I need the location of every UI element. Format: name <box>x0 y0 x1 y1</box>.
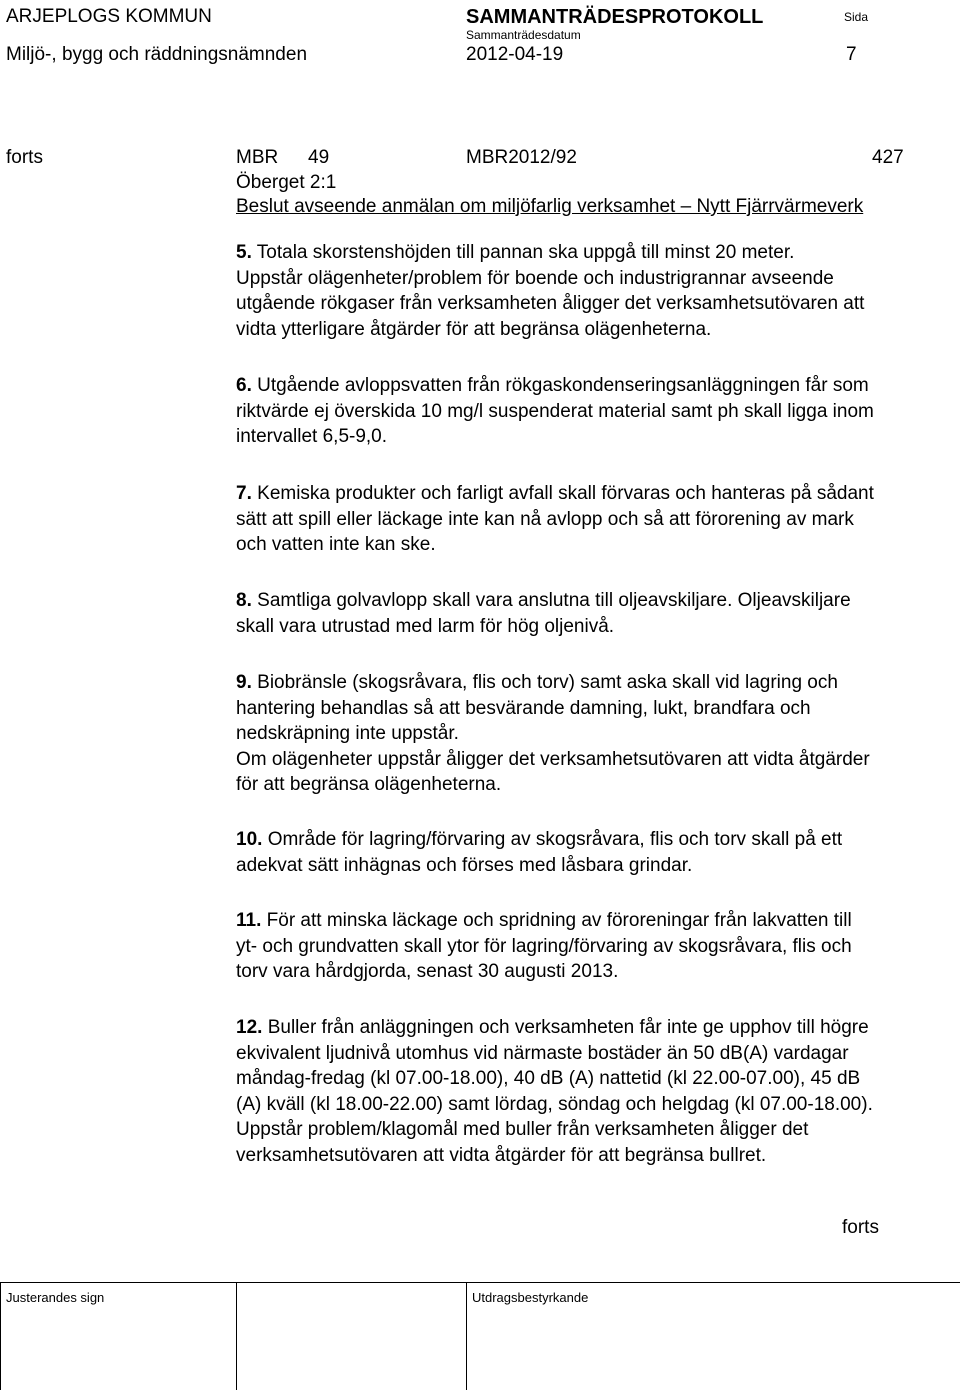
item-line: Om olägenheter uppstår åligger det verksamhetsutövaren att vidta åtgärder <box>236 748 870 770</box>
item-line: (A) kväll (kl 18.00-22.00) samt lördag, söndag och helgdag (kl 07.00-18.00). <box>236 1093 873 1115</box>
item-number: 11. <box>236 910 262 931</box>
item-line: Område för lagring/förvaring av skogsråvara, flis och torv skall på ett <box>267 829 843 850</box>
item-line: Uppstår problem/klagomål med buller från verksamheten åligger det <box>236 1119 809 1140</box>
item-line: För att minska läckage och spridning av föroreningar från lakvatten till <box>266 910 852 931</box>
item-line: sätt att spill eller läckage inte kan nå avlopp och så att förorening av mark <box>236 508 854 530</box>
mbr-label: MBR <box>236 147 279 168</box>
footer-left-border <box>0 1282 1 1390</box>
footer-divider-2 <box>466 1282 467 1390</box>
footer-top-rule <box>0 1282 960 1283</box>
date-label: Sammanträdesdatum <box>466 28 581 42</box>
item-number: 6. <box>236 375 252 396</box>
continued-label: forts <box>842 1217 879 1238</box>
item-line: måndag-fredag (kl 07.00-18.00), 40 dB (A) nattetid (kl 22.00-07.00), 45 dB <box>236 1068 861 1089</box>
item-number: 7. <box>236 483 252 504</box>
committee-name: Miljö-, bygg och räddningsnämnden <box>6 44 308 65</box>
item-line: Biobränsle (skogsråvara, flis och torv) samt aska skall vid lagring och <box>257 672 838 693</box>
item-line: Buller från anläggningen och verksamheten får inte ge upphov till högre <box>267 1017 869 1038</box>
item-line: yt- och grundvatten skall ytor för lagring/förvaring av skogsråvara, flis och <box>236 935 852 957</box>
mbr-number: 49 <box>308 147 330 168</box>
footer-divider-1 <box>236 1282 237 1390</box>
document-type: SAMMANTRÄDESPROTOKOLL <box>466 6 764 28</box>
diary-number: MBR2012/92 <box>466 147 577 168</box>
decision-item-11 <box>236 908 960 985</box>
decision-item-7 <box>236 481 960 558</box>
item-line: för att begränsa olägenheterna. <box>236 774 502 795</box>
page-label: Sida <box>844 10 869 24</box>
page-reference: 427 <box>872 147 904 168</box>
item-number: 9. <box>236 672 252 693</box>
item-number: 5. <box>236 242 252 263</box>
decision-item-6 <box>236 373 960 450</box>
item-line: ekvivalent ljudnivå utomhus vid närmaste bostäder än 50 dB(A) vardagar <box>236 1042 849 1064</box>
decision-item-9 <box>236 670 960 798</box>
item-line: Uppstår olägenheter/problem för boende och industrigrannar avseende <box>236 267 834 289</box>
item-number: 10. <box>236 829 263 850</box>
property-name: Öberget 2:1 <box>236 172 337 193</box>
page-number: 7 <box>846 44 857 65</box>
item-line: Kemiska produkter och farligt avfall skall förvaras och hanteras på sådant <box>257 483 874 504</box>
item-line: nedskräpning inte uppstår. <box>236 723 459 744</box>
item-line: skall vara utrustad med larm för hög oljenivå. <box>236 615 615 637</box>
decision-item-10 <box>236 827 960 878</box>
municipality-name: ARJEPLOGS KOMMUN <box>6 6 212 27</box>
item-line: Totala skorstenshöjden till pannan ska uppgå till minst 20 meter. <box>256 242 795 263</box>
item-line: Utgående avloppsvatten från rökgaskondenseringsanläggningen får som <box>257 375 869 396</box>
item-line: riktvärde ej överskida 10 mg/l suspenderat material samt ph skall ligga inom <box>236 400 874 422</box>
item-line: Samtliga golvavlopp skall vara anslutna till oljeavskiljare. Oljeavskiljare <box>257 590 851 611</box>
decision-item-5 <box>236 240 960 342</box>
meeting-date: 2012-04-19 <box>466 44 564 65</box>
item-line: utgående rökgaser från verksamheten åligger det verksamhetsutövaren att <box>236 293 865 314</box>
item-line: och vatten inte kan ske. <box>236 534 436 555</box>
item-number: 12. <box>236 1017 263 1038</box>
item-line: vidta ytterligare åtgärder för att begränsa olägenheterna. <box>236 318 712 340</box>
case-subject: Beslut avseende anmälan om miljöfarlig verksamhet – Nytt Fjärrvärmeverk <box>236 196 864 217</box>
item-line: hantering behandlas så att besvärande damning, lukt, brandfara och <box>236 697 811 719</box>
item-number: 8. <box>236 590 252 611</box>
forts-label: forts <box>6 147 43 168</box>
justerandes-sign-label: Justerandes sign <box>6 1290 105 1305</box>
utdragsbestyrkande-label: Utdragsbestyrkande <box>472 1290 589 1305</box>
item-line: intervallet 6,5-9,0. <box>236 426 388 447</box>
decision-item-8 <box>236 588 960 639</box>
item-line: adekvat sätt inhägnas och förses med låsbara grindar. <box>236 854 693 876</box>
item-line: torv vara hårdgjorda, senast 30 augusti 2013. <box>236 961 619 982</box>
item-line: verksamhetsutövaren att vidta åtgärder för att begränsa bullret. <box>236 1144 767 1166</box>
decision-item-12 <box>236 1015 960 1168</box>
